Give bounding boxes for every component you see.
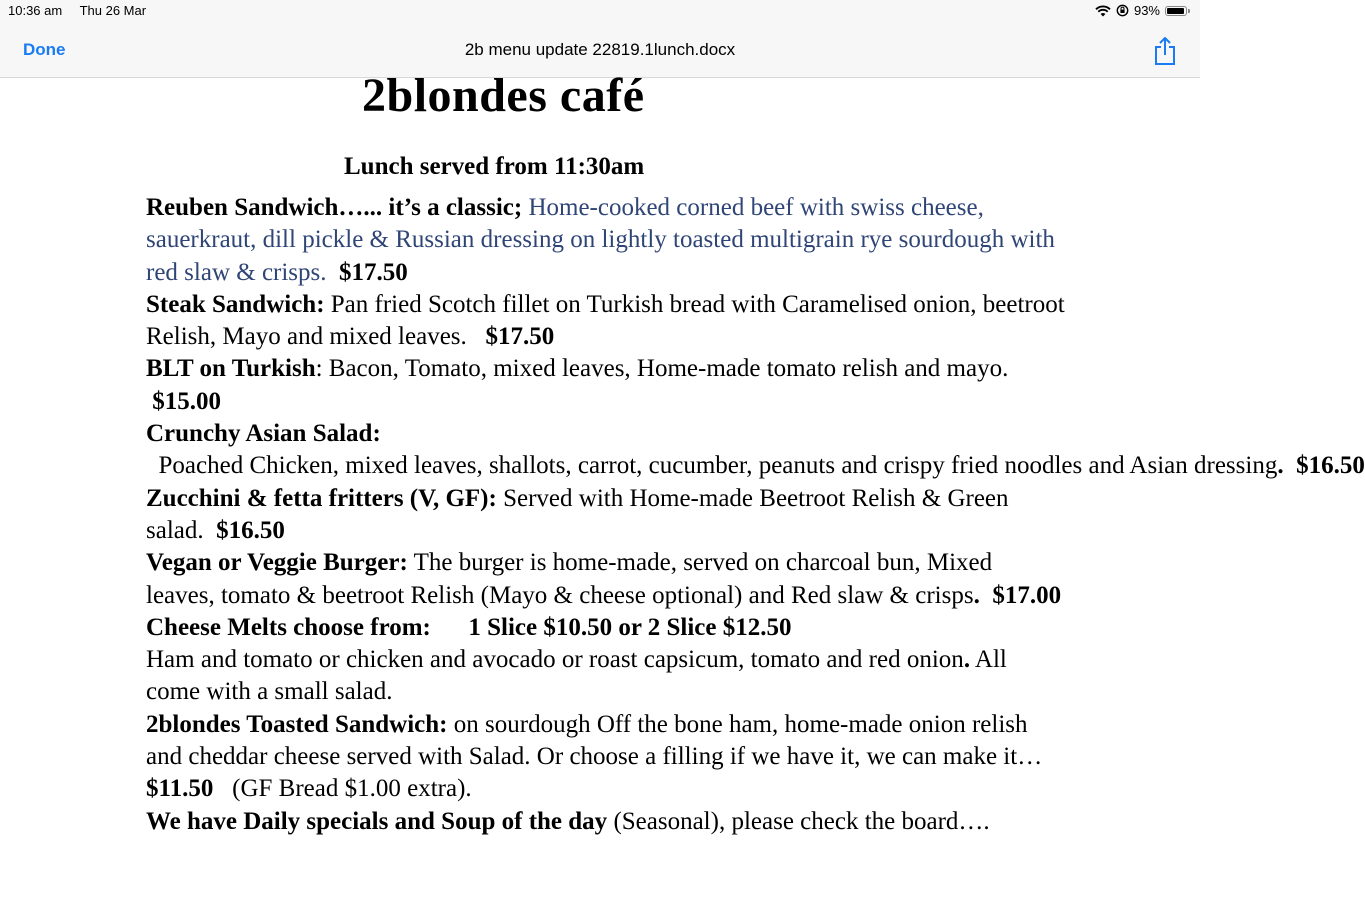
menu-item-name: Zucchini & fetta fritters (V, GF): (146, 484, 497, 512)
menu-item (146, 353, 1066, 418)
menu-item-price: $11.50 (146, 775, 214, 803)
menu-item-price: $17.50 (466, 323, 555, 351)
menu-item-name: 2blondes Toasted Sandwich: (146, 710, 448, 738)
menu-list (146, 192, 1365, 838)
menu-item-name: Vegan or Veggie Burger: (146, 549, 408, 577)
menu-item (146, 289, 1066, 354)
menu-item-price: $15.00 (146, 387, 221, 415)
orientation-lock-icon (1116, 4, 1129, 17)
status-bar (0, 0, 1200, 22)
menu-item-price: . $16.50 (1277, 452, 1365, 480)
done-button[interactable]: Done (23, 40, 66, 59)
status-time: 10:36 am (8, 3, 63, 18)
battery-percent: 93% (1133, 3, 1160, 18)
document-body (0, 69, 1365, 900)
menu-item-description: Served with Home-made Beetroot Relish & Green salad. (146, 484, 1009, 544)
menu-item-price: $17.50 (326, 258, 408, 286)
share-icon[interactable] (1152, 36, 1178, 66)
battery-tip (1188, 9, 1190, 13)
cheese-melts-heading (146, 612, 1066, 644)
menu-item-price: $16.50 (203, 516, 285, 544)
menu-item-name: Crunchy Asian Salad: (146, 420, 381, 448)
specials-note (146, 806, 1066, 838)
wifi-icon (1095, 5, 1111, 17)
menu-item-description: : Bacon, Tomato, mixed leaves, Home-made tomato relish and mayo. (315, 355, 1009, 383)
cheese-melts-description: Ham and tomato or chicken and avocado or roast capsicum, tomato and red onion (146, 646, 964, 674)
menu-item-price: . $17.00 (973, 581, 1062, 609)
menu-item-name: BLT on Turkish (146, 355, 316, 383)
menu-item (146, 418, 1365, 483)
document-title: 2b menu update 22819.1lunch.docx (464, 40, 736, 59)
status-right (1095, 3, 1190, 18)
menu-item (146, 192, 1066, 289)
menu-item-name: Reuben Sandwich…... it’s a classic; (146, 194, 523, 221)
cheese-melts-period: . (963, 646, 971, 674)
battery-level (1167, 8, 1184, 14)
cafe-title: 2blondes café (362, 69, 645, 122)
menu-item-description: The burger is home-made, served on charcoal bun, Mixed leaves, tomato & beetroot Relish (Mayo & cheese optional) and Red slaw & crisps (146, 549, 993, 609)
cheese-melts-options (146, 644, 1066, 709)
menu-item (146, 483, 1066, 548)
lunch-subtitle: Lunch served from 11:30am (344, 153, 645, 180)
status-date: Thu 26 Mar (79, 3, 147, 18)
menu-item (146, 547, 1066, 612)
menu-item-extra: (GF Bread $1.00 extra). (213, 775, 472, 803)
specials-lead: We have Daily specials and Soup of the day (146, 807, 608, 835)
cheese-melts-title: Cheese Melts choose from: 1 Slice $10.50 or 2 Slice $12.50 (146, 613, 792, 641)
cheese-melts-note: All come with a small salad. (146, 646, 1007, 706)
status-left (8, 3, 160, 18)
menu-item-description: Home-cooked corned beef with swiss cheese, sauerkraut, dill pickle & Russian dressing on lightly toasted multigrain rye sourdough with red slaw & crisps. (146, 194, 1055, 286)
battery-icon (1165, 6, 1187, 16)
menu-item (146, 709, 1066, 806)
specials-tail: (Seasonal), please check the board…. (607, 807, 990, 835)
menu-item-description: Poached Chicken, mixed leaves, shallots, carrot, cucumber, peanuts and crispy fried noodles and Asian dressing (146, 452, 1278, 480)
menu-item-description: on sourdough Off the bone ham, home-made onion relish and cheddar cheese served with Salad. Or choose a filling if we have it, we can make it… (146, 710, 1043, 771)
menu-item-name: Steak Sandwich: (146, 290, 325, 318)
menu-item-description: Pan fried Scotch fillet on Turkish bread with Caramelised onion, beetroot Relish, Mayo and mixed leaves. (146, 290, 1065, 351)
